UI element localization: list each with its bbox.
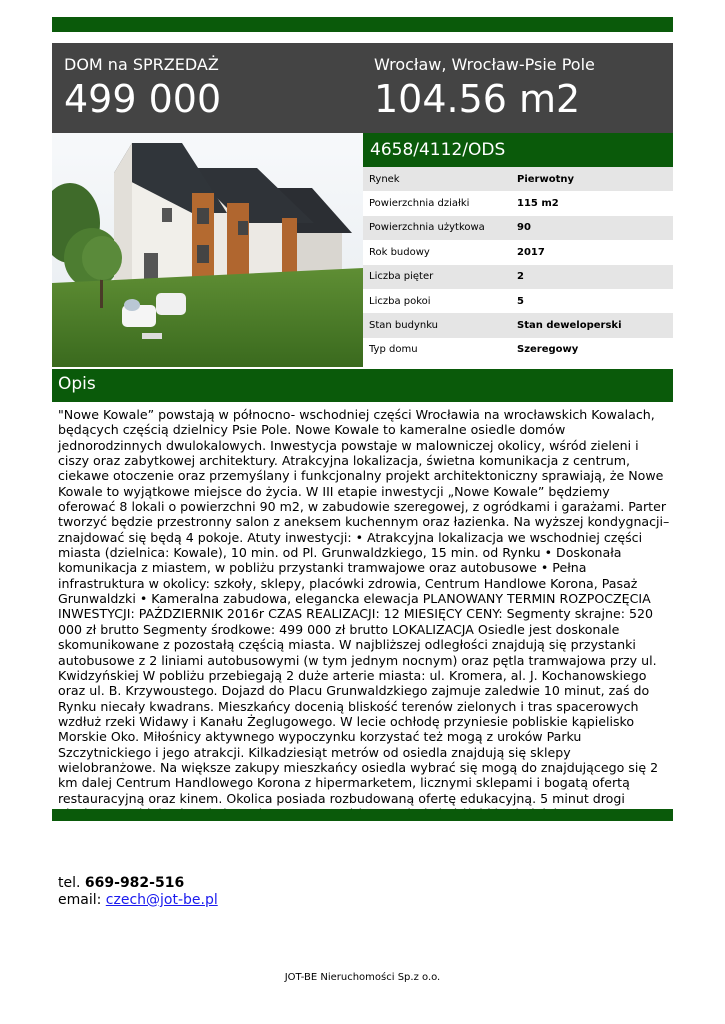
details-row	[363, 338, 673, 362]
detail-label: Rynek	[369, 173, 400, 185]
email-link[interactable]: czech@jot-be.pl	[105, 892, 218, 908]
details-row	[363, 265, 673, 289]
details-row	[363, 289, 673, 313]
detail-value: 90	[517, 222, 531, 234]
details-table	[363, 167, 673, 362]
details-row	[363, 191, 673, 215]
contact-block	[58, 875, 218, 909]
house-photo	[52, 133, 363, 367]
offer-type: DOM na SPRZEDAŻ	[64, 55, 219, 74]
detail-label: Powierzchnia użytkowa	[369, 222, 485, 234]
detail-value: Szeregowy	[517, 344, 579, 356]
detail-value: 5	[517, 295, 524, 307]
phone-number: 669-982-516	[84, 875, 185, 891]
top-accent-bar	[52, 17, 673, 32]
details-row	[363, 216, 673, 240]
offer-header	[52, 43, 673, 133]
details-row	[363, 167, 673, 191]
description-text: "Nowe Kowale” powstają w północno- wschodniej części Wrocławia na wrocławskich Kowalach, będących częścią dzielnicy Psie Pole. Nowe Kowale to kameralne osiedle domów jednorodzinnych dwulokalowych. Inwestycja powstaje w malowniczej okolicy, wśród zieleni i ciszy oraz zabytkowej architektury. Atrakcyjna lokalizacja, świetna komunikacja z centrum, ciekawe otoczenie oraz przemyślany i funkcjonalny projekt architektoniczny sprawiają, że Nowe Kowale to wyjątkowe miejsce do życia. W III etapie inwestycji „Nowe Kowale” będziemy oferować 8 lokali o powierzchni 90 m2, w zabudowie szeregowej, z ogródkami i garażami. Parter tworzyć będzie przestronny salon z aneksem kuchennym oraz łazienka. Na wyższej kondygnacji– znajdować się będą 4 pokoje. Atuty inwestycji: • Atrakcyjna lokalizacja we wschodniej części miasta (dzielnica: Kowale), 10 min. od Pl. Grunwaldzkiego, 15 min. od Rynku • Doskonała komunikacja z miastem, w pobliżu przystanki tramwajowe oraz autobusowe • Pełna infrastruktura w okolicy: szkoły, sklepy, placówki zdrowia, Centrum Handlowe Korona, Pasaż Grunwaldzki • Kameralna zabudowa, elegancka elewacja PLANOWANY TERMIN ROZPOCZĘCIA INWESTYCJI: PAŹDZIERNIK 2016r CZAS REALIZACJI: 12 MIESIĘCY CENY: Segmenty skrajne: 520 000 zł brutto Segmenty środkowe: 499 000 zł brutto LOKALIZACJA Osiedle jest doskonale skomunikowane z pozostałą częścią miasta. W najbliższej odległości znajdują się przystanki autobusowe z 2 liniami autobusowymi (w tym jednym nocnym) oraz pętla tramwajowa przy ul. Kwidzyńskiej W pobliżu przebiegają 2 duże arterie miasta: ul. Kromera, al. J. Kochanowskiego oraz ul. B. Krzywoustego. Dojazd do Placu Grunwaldzkiego zajmuje zaledwie 10 minut, zaś do Rynku niecały kwadrans. Mieszkańcy docenią bliskość terenów zielonych i tras spacerowych wzdłuż rzeki Widawy i Kanału Żeglugowego. W lecie ochłodę przyniesie pobliskie kąpielisko Morskie Oko. Miłośnicy aktywnego wypoczynku korzystać też mogą z uroków Parku Szczytnickiego i jego atrakcji. Kilkadziesiąt metrów od osiedla znajdują się sklepy wielobranżowe. Na większe zakupy mieszkańcy osiedla wybrać się mogą do znajdującego się 2 km dalej Centrum Handlowego Korona z hipermarketem, licznymi sklepami i bogatą ofertą restauracyjną oraz kinem. Okolica posiada rozbudowaną ofertę edukacyjną. 5 minut drogi	[58, 407, 670, 806]
detail-value: 2	[517, 271, 524, 283]
description-heading: Opis	[52, 369, 673, 402]
detail-value: 2017	[517, 246, 545, 258]
location: Wrocław, Wrocław-Psie Pole	[374, 55, 595, 74]
detail-label: Powierzchnia działki	[369, 198, 470, 210]
detail-label: Liczba pięter	[369, 271, 434, 283]
detail-value: Pierwotny	[517, 173, 574, 185]
bottom-accent-bar	[52, 809, 673, 821]
detail-value: 115 m2	[517, 198, 559, 210]
email-label: email:	[58, 892, 102, 908]
detail-label: Rok budowy	[369, 246, 430, 258]
reference-number: 4658/4112/ODS	[363, 133, 673, 167]
details-row	[363, 240, 673, 264]
tel-label: tel.	[58, 875, 81, 891]
details-row	[363, 313, 673, 337]
price: 499 000	[64, 77, 222, 121]
detail-value: Stan deweloperski	[517, 320, 622, 332]
detail-label: Stan budynku	[369, 320, 439, 332]
detail-label: Typ domu	[369, 344, 418, 356]
detail-label: Liczba pokoi	[369, 295, 431, 307]
footer-company: JOT-BE Nieruchomości Sp.z o.o.	[284, 972, 441, 983]
area: 104.56 m2	[374, 77, 581, 121]
